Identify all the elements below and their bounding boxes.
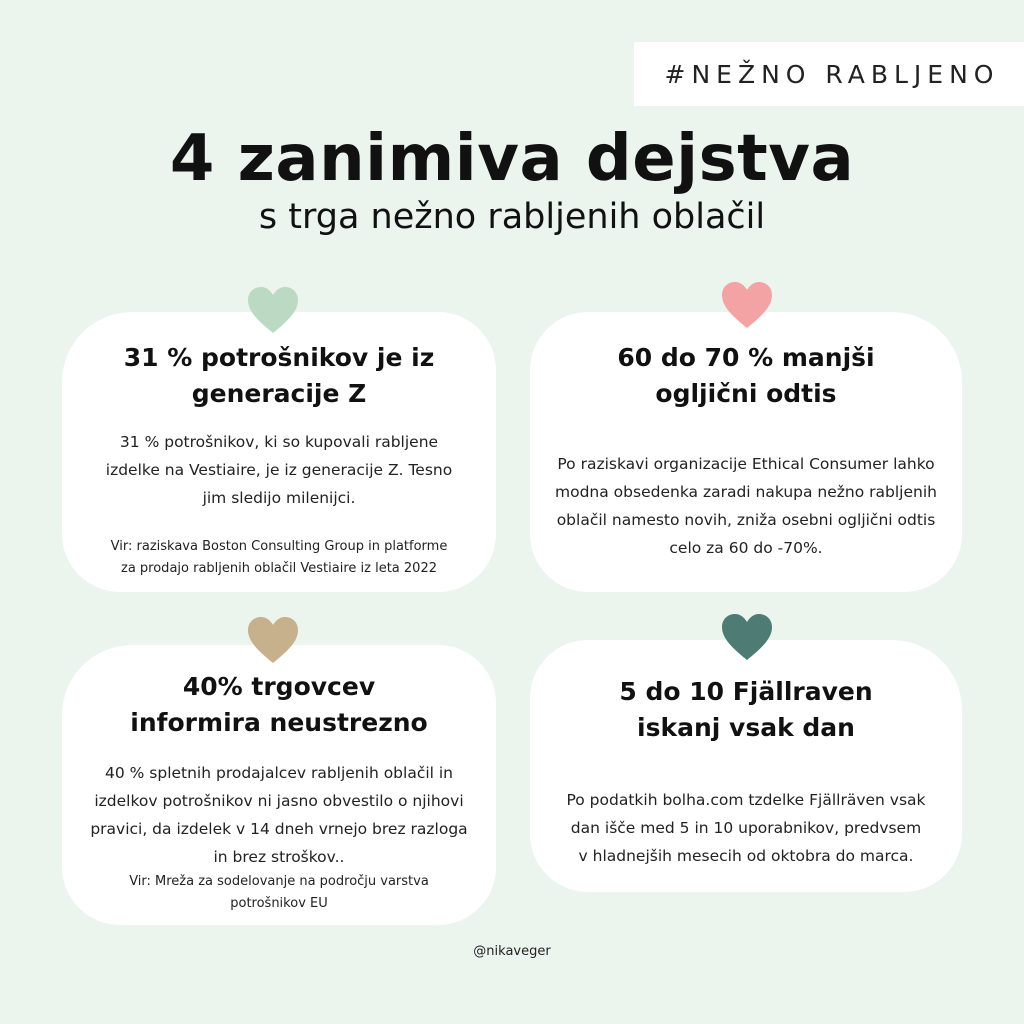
fact-heading: 31 % potrošnikov je iz generacije Z xyxy=(123,343,435,408)
fact-body: Po podatkih bolha.com tzdelke Fjällräven vsak dan išče med 5 in 10 uporabnikov, predvsem v hladnejših mesecih od oktobra do marca. xyxy=(566,791,926,865)
author-handle: @nikaveger xyxy=(473,944,551,959)
fact-card-carbon xyxy=(530,312,962,592)
fact-card-retailers xyxy=(62,645,496,925)
heart-icon xyxy=(247,617,299,665)
hashtag-text: #NEŽNO RABLJENO xyxy=(664,59,1000,89)
fact-card-fjallraven xyxy=(530,640,962,892)
fact-body: 31 % potrošnikov, ki so kupovali rabljene izdelke na Vestiaire, je iz generacije Z. Tesno jim sledijo milenijci. xyxy=(105,433,453,507)
page-title: 4 zanimiva dejstva xyxy=(169,122,855,196)
fact-source: Vir: raziskava Boston Consulting Group in platforme za prodajo rabljenih oblačil Vestiaire iz leta 2022 xyxy=(110,539,448,576)
fact-body: Po raziskavi organizacije Ethical Consumer lahko modna obsedenka zaradi nakupa nežno rabljenih oblačil namesto novih, zniža osebni ogljični odtis celo za 60 do -70%. xyxy=(555,455,937,557)
fact-heading: 5 do 10 Fjällraven iskanj vsak dan xyxy=(619,677,873,742)
heart-icon xyxy=(247,287,299,335)
page-subtitle: s trga nežno rabljenih oblačil xyxy=(258,197,766,237)
fact-body: 40 % spletnih prodajalcev rabljenih oblačil in izdelkov potrošnikov ni jasno obvestilo o njihovi pravici, da izdelek v 14 dneh vrnejo brez razloga in brez stroškov.. xyxy=(90,764,468,866)
heart-icon xyxy=(721,614,773,662)
fact-card-gen-z xyxy=(62,312,496,592)
fact-heading: 40% trgovcev informira neustrezno xyxy=(130,672,428,737)
hashtag-banner xyxy=(634,42,1024,106)
fact-heading: 60 do 70 % manjši ogljični odtis xyxy=(617,343,875,408)
fact-source: Vir: Mreža za sodelovanje na področju varstva potrošnikov EU xyxy=(129,874,429,911)
heart-icon xyxy=(721,282,773,330)
